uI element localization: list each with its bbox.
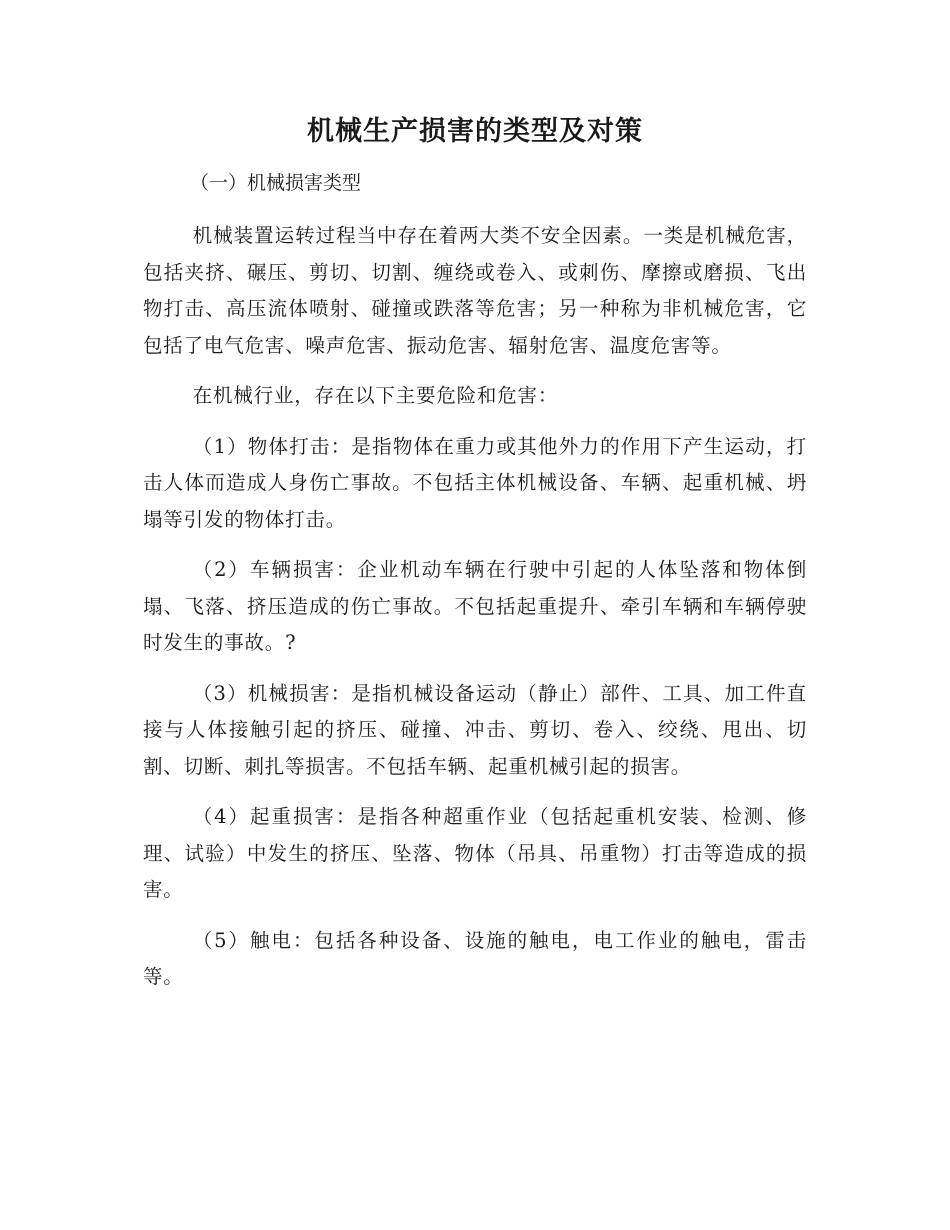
section-heading: （一）机械损害类型	[190, 172, 362, 194]
paragraph: （5）触电：包括各种设备、设施的触电，电工作业的触电，雷击等。	[143, 928, 807, 988]
paragraph: 在机械行业，存在以下主要危险和危害：	[192, 384, 559, 407]
paragraph: （2）车辆损害：企业机动车辆在行驶中引起的人体坠落和物体倒塌、飞落、挤压造成的伤亡事故。不包括起重提升、牵引车辆和车辆停驶时发生的事故。?	[143, 558, 807, 654]
paragraph: （1）物体打击：是指物体在重力或其他外力的作用下产生运动，打击人体而造成人身伤亡事故。不包括主体机械设备、车辆、起重机械、坍塌等引发的物体打击。	[143, 434, 807, 531]
document-title: 机械生产损害的类型及对策	[307, 116, 643, 147]
paragraph: （3）机械损害：是指机械设备运动（静止）部件、工具、加工件直接与人体接触引起的挤压、碰撞、冲击、剪切、卷入、绞绕、甩出、切割、切断、刺扎等损害。不包括车辆、起重机械引起的损害。	[143, 681, 807, 778]
paragraph: 机械装置运转过程当中存在着两大类不安全因素。一类是机械危害，包括夹挤、碾压、剪切、切割、缠绕或卷入、或刺伤、摩擦或磨损、飞出物打击、高压流体喷射、碰撞或跌落等危害；另一种称为非机械危害，它包括了电气危害、噪声危害、振动危害、辐射危害、温度危害等。	[143, 224, 807, 357]
paragraph: （4）起重损害：是指各种超重作业（包括起重机安装、检测、修理、试验）中发生的挤压、坠落、物体（吊具、吊重物）打击等造成的损害。	[143, 805, 807, 901]
document-body	[143, 218, 807, 1010]
